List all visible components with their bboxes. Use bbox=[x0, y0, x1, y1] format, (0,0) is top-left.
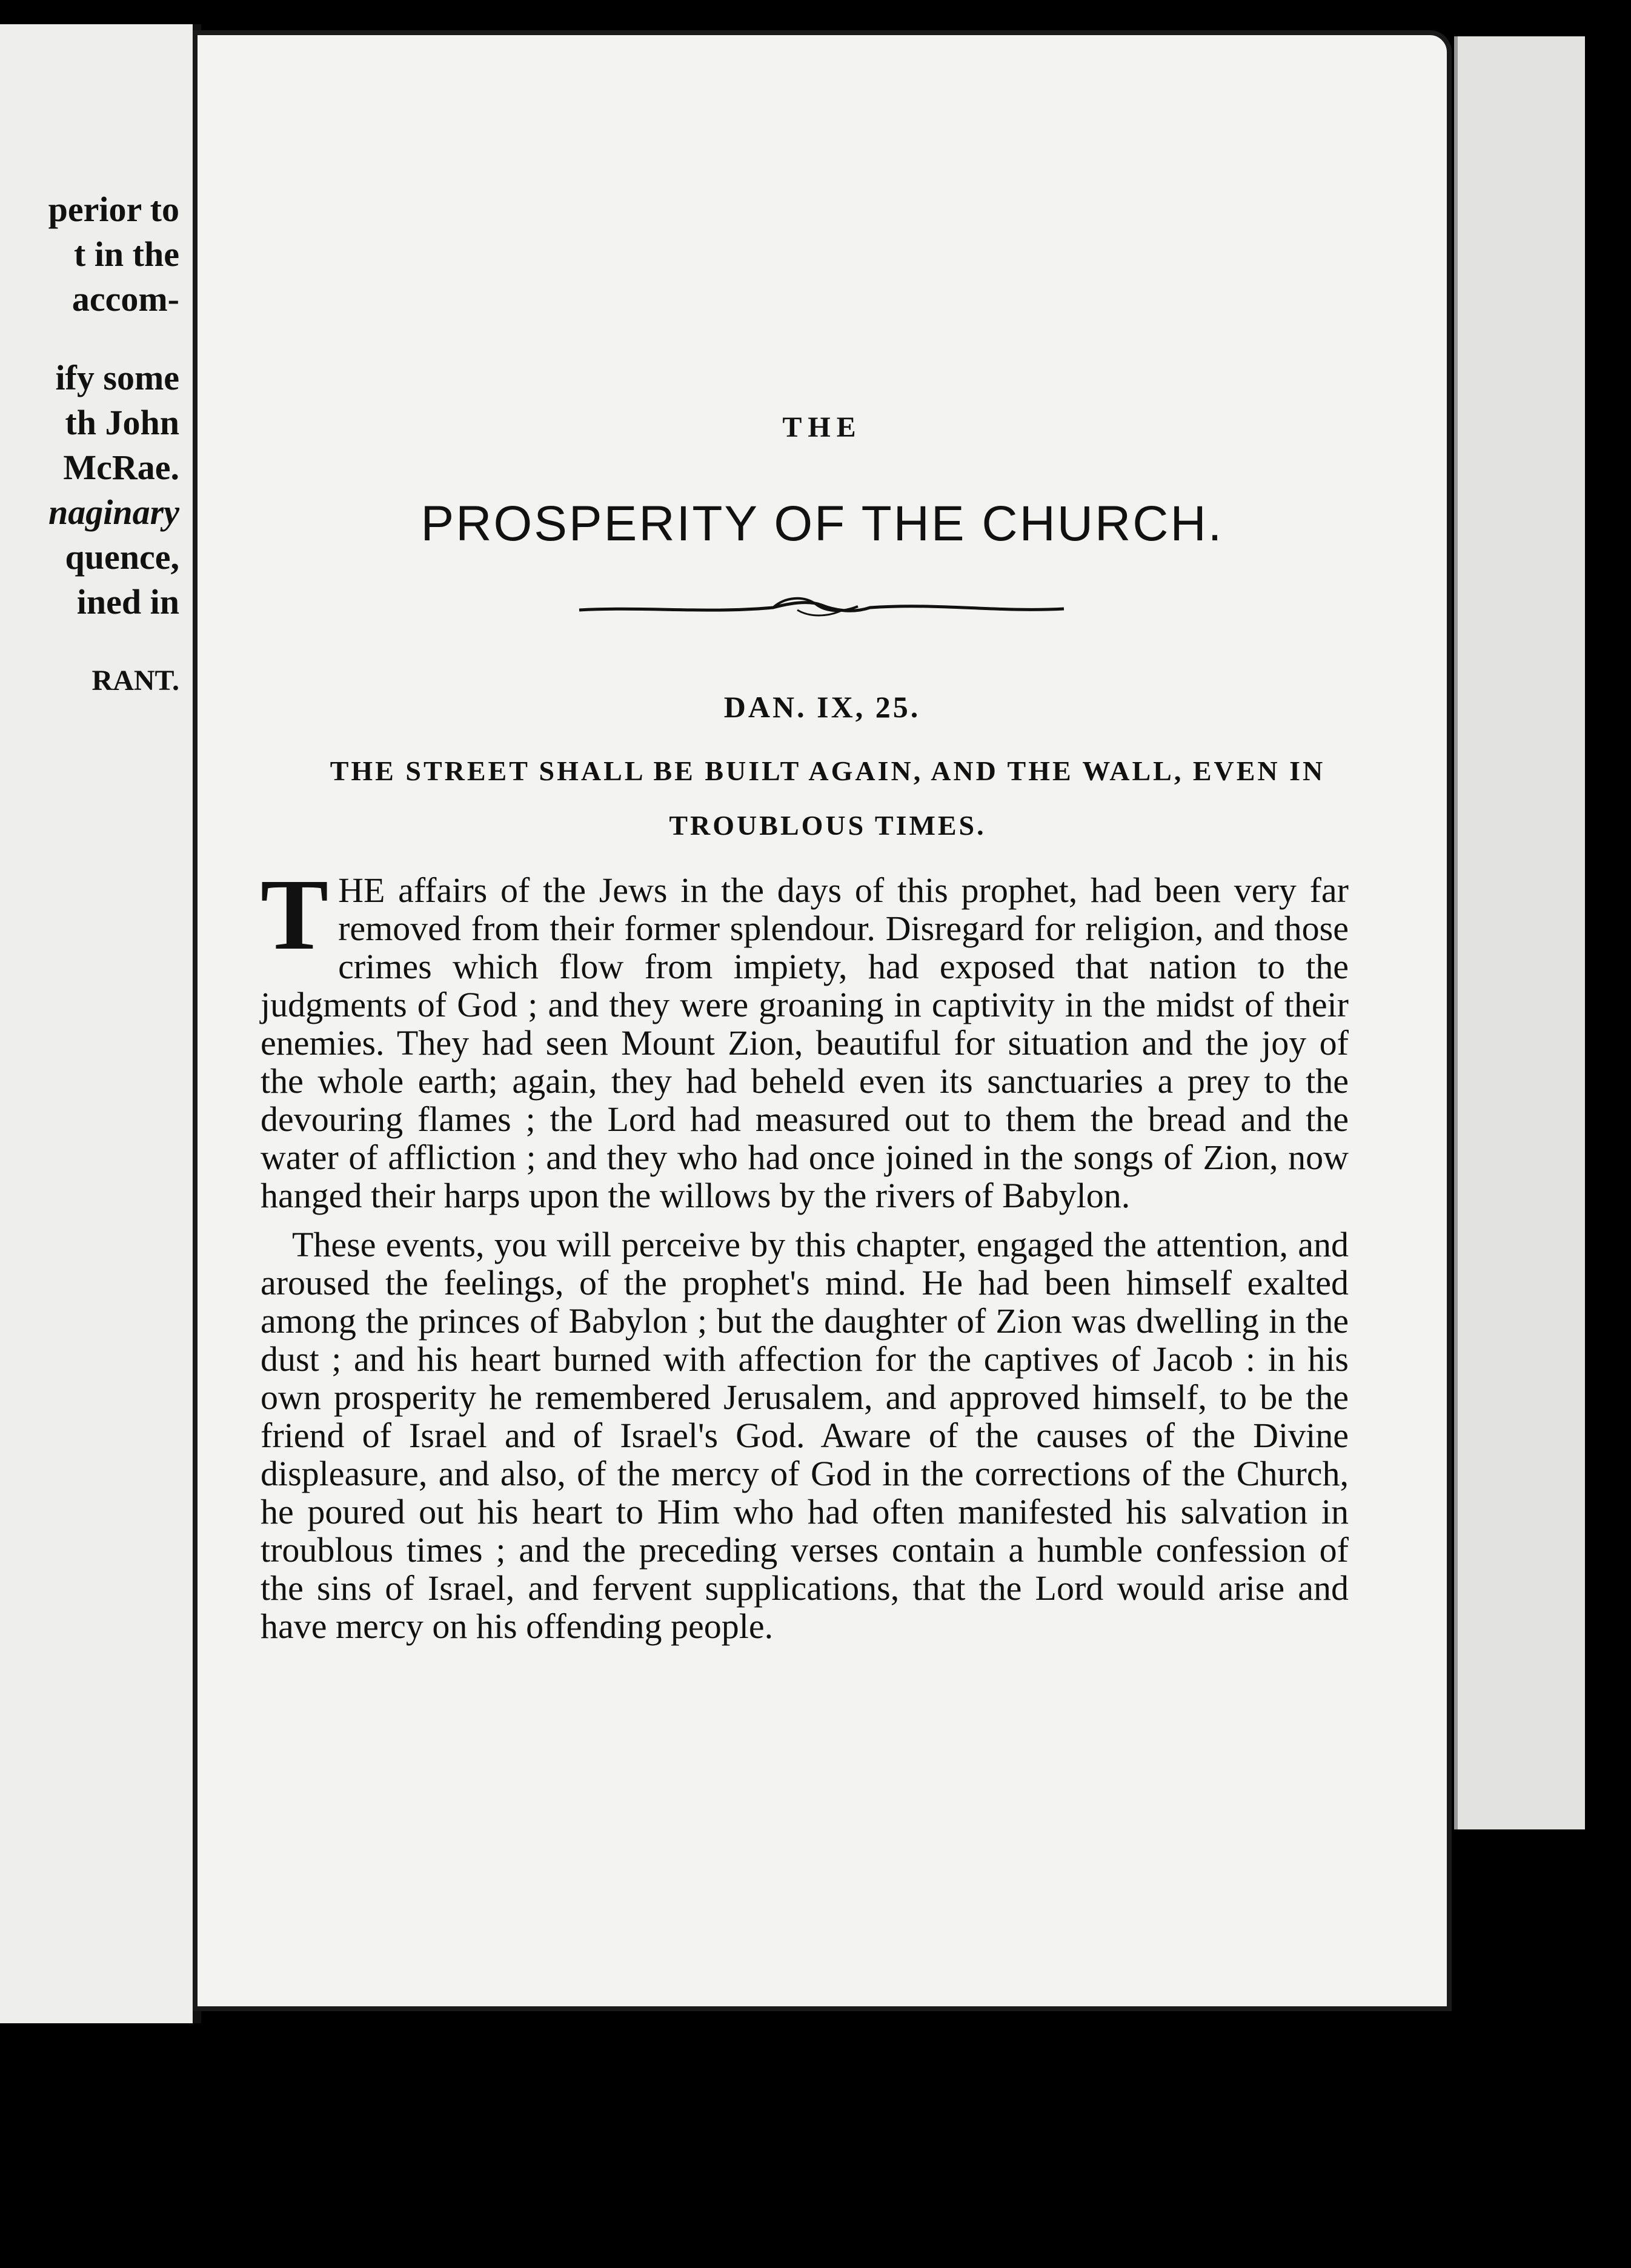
facing-line: quence, bbox=[65, 537, 179, 577]
facing-line: naginary bbox=[48, 492, 179, 532]
facing-line: accom- bbox=[71, 279, 179, 319]
facing-line: McRae. bbox=[63, 448, 179, 487]
page-title: PROSPERITY OF THE CHURCH. bbox=[420, 496, 1224, 551]
running-title: THE bbox=[782, 411, 862, 443]
facing-line: perior to bbox=[48, 190, 179, 229]
page-edges bbox=[1454, 36, 1585, 1829]
book-page bbox=[193, 30, 1452, 2011]
drop-cap: T bbox=[261, 858, 329, 971]
facing-line: th John bbox=[65, 403, 179, 442]
paragraph-text: HE affairs of the Jews in the days of this prophet, had been very far removed from their former splendour. Disregard for religion, and those crimes which flow from impiety, had exposed that nation to the judgments of God ; and they were groaning in captivity in the midst of their enemies. They had seen Mount Zion, beautiful for situation and the joy of the whole earth; again, they had beheld even its sanctuaries a prey to the devouring flames ; the Lord had measured out to them the bread and the water of affliction ; and they who had once joined in the songs of Zion, now hanged their harps upon the willows by the rivers of Babylon. bbox=[261, 870, 1349, 1215]
facing-line: ify some bbox=[55, 358, 179, 397]
scripture-text-line: THE STREET SHALL BE BUILT AGAIN, AND THE WALL, EVEN IN bbox=[330, 755, 1326, 786]
sermon-body bbox=[261, 858, 1349, 1646]
facing-page-fragment bbox=[0, 24, 201, 2023]
scripture-text-line: TROUBLOUS TIMES. bbox=[669, 810, 986, 841]
paragraph: These events, you will perceive by this chapter, engaged the attention, and aroused the feelings, of the prophet's mind. He had been himself exalted among the princes of Babylon ; but the daughter of Zion was dwelling in the dust ; and his heart burned with affection for the captives of Jacob : in his own prosperity he remembered Jerusalem, and approved himself, to be the friend of Israel and of Israel's God. Aware of the causes of the Divine displeasure, and also, of the mercy of God in the corrections of the Church, he poured out his heart to Him who had often manifested his salvation in troublous times ; and the preceding verses contain a humble confession of the sins of Israel, and fervent supplications, that the Lord would arise and have mercy on his offending people. bbox=[261, 1225, 1349, 1646]
scripture-reference: DAN. IX, 25. bbox=[723, 690, 921, 724]
ornament-rule bbox=[573, 589, 1070, 626]
facing-line: RANT. bbox=[91, 665, 179, 697]
facing-line: ined in bbox=[76, 582, 179, 622]
paragraph bbox=[261, 858, 1349, 1215]
facing-page-text bbox=[0, 24, 179, 751]
facing-line: t in the bbox=[74, 234, 179, 274]
